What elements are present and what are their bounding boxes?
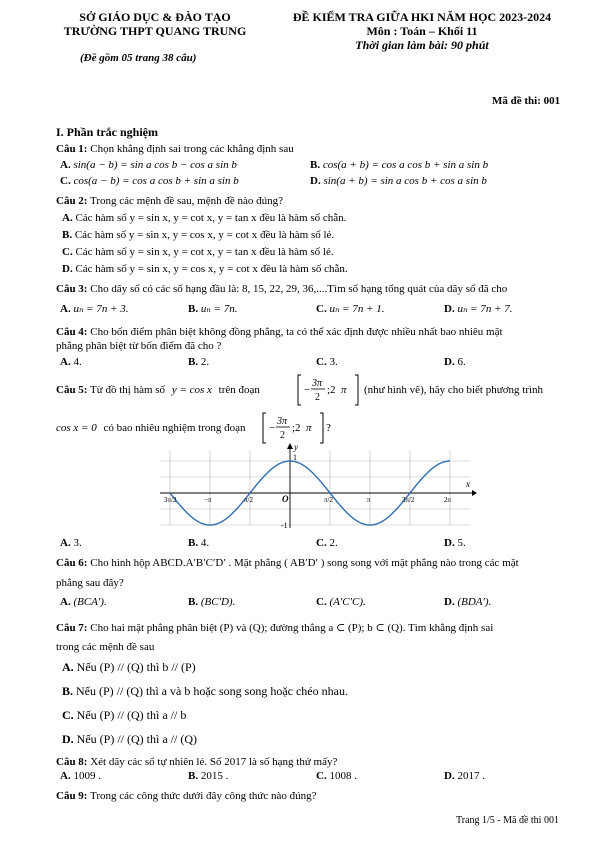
question-4 (56, 325, 503, 339)
exam-title: ĐỀ KIỂM TRA GIỮA HKI NĂM HỌC 2023-2024 (292, 10, 552, 24)
origin-label: O (282, 494, 289, 504)
option-value: 2. (329, 537, 338, 549)
question-label: Câu 3: (56, 283, 88, 295)
q2-option-c (62, 246, 334, 258)
question-text: Cho hai mặt phẳng phân biệt (P) và (Q); đường thẳng a ⊂ (P); b ⊂ (Q). Tìm khẳng định sai (90, 622, 494, 634)
y-axis-label: y (294, 442, 298, 452)
question-4-line2: phẳng phân biệt từ bốn điểm đã cho ? (56, 340, 222, 352)
option-key[interactable]: B. (62, 229, 73, 241)
question-2 (56, 194, 283, 208)
x-tick: 2π (444, 496, 452, 504)
question-text: Xét dãy các số tự nhiên lẻ. Số 2017 là số hạng thứ mấy? (90, 756, 338, 768)
option-key[interactable]: A. (60, 356, 71, 368)
department-name: SỞ GIÁO DỤC & ĐÀO TẠO (79, 10, 231, 24)
option-key[interactable]: B. (188, 596, 199, 608)
question-7 (56, 621, 493, 635)
option-key[interactable]: C. (60, 175, 71, 187)
question-text: có bao nhiêu nghiệm trong đoạn (103, 422, 246, 434)
option-key[interactable]: C. (62, 246, 73, 258)
pages-note: (Đề gồm 05 trang 38 câu) (80, 52, 197, 64)
x-axis-label: x (466, 479, 470, 489)
option-key[interactable]: A. (60, 537, 71, 549)
question-text: Cho bốn điểm phân biệt không đồng phẳng, ta có thể xác định được nhiều nhất bao nhiêu mặt (90, 326, 503, 338)
svg-text:3π: 3π (312, 378, 323, 389)
school-name: TRƯỜNG THPT QUANG TRUNG (63, 24, 247, 38)
option-key[interactable]: D. (444, 537, 455, 549)
option-key[interactable]: D. (62, 263, 73, 275)
option-key[interactable]: D. (62, 732, 74, 746)
exam-code: Mã đề thi: 001 (492, 95, 561, 107)
option-key[interactable]: B. (310, 159, 321, 171)
q7-option-c (62, 708, 186, 723)
svg-text:−: − (304, 384, 311, 396)
question-label: Câu 2: (56, 195, 88, 207)
x-tick: 3π/2 (402, 496, 415, 504)
option-value: sin(a + b) = sin a cos b + cos a sin b (323, 175, 487, 187)
option-key[interactable]: C. (316, 537, 327, 549)
question-label: Câu 4: (56, 326, 88, 338)
option-value: uₙ = 7n. (200, 303, 238, 315)
page-footer: Trang 1/5 - Mã đề thi 001 (456, 815, 559, 826)
question-3 (56, 282, 507, 296)
option-key[interactable]: A. (62, 660, 74, 674)
option-value: 3. (73, 537, 82, 549)
option-key[interactable]: B. (188, 303, 199, 315)
option-value: 5. (457, 537, 466, 549)
option-value: (BDA′). (457, 596, 492, 608)
question-text: Chọn khẳng định sai trong các khẳng định sau (90, 143, 294, 155)
q2-option-d (62, 263, 348, 275)
option-key[interactable]: A. (60, 159, 71, 171)
x-tick: π/2 (324, 496, 333, 504)
section-title: I. Phần trắc nghiệm (56, 125, 158, 139)
option-value: 2015 . (200, 770, 229, 782)
function-expression: y = cos x (171, 384, 212, 396)
question-8 (56, 755, 337, 769)
option-key[interactable]: C. (316, 770, 327, 782)
svg-text:π: π (306, 422, 312, 434)
question-7-line2: trong các mệnh đề sau (56, 641, 155, 653)
question-5-cont: (như hình vẽ), hãy cho biết phương trình (364, 384, 544, 396)
option-key[interactable]: B. (188, 537, 199, 549)
option-value: uₙ = 7n + 7. (457, 303, 513, 315)
option-key[interactable]: D. (310, 175, 321, 187)
q7-option-d (62, 732, 197, 747)
svg-text:−: − (269, 422, 276, 434)
option-key[interactable]: A. (60, 596, 71, 608)
q2-option-a (62, 212, 346, 224)
option-key[interactable]: B. (62, 684, 74, 698)
equation: cos x = 0 (56, 422, 97, 434)
option-key[interactable]: D. (444, 303, 455, 315)
option-key[interactable]: B. (188, 770, 199, 782)
option-key[interactable]: A. (60, 303, 71, 315)
question-text: Cho hình hộp ABCD.A′B′C′D′ . Mặt phẳng ( AB′D′ ) song song với mặt phẳng nào trong các mặt (90, 557, 519, 569)
svg-text:2: 2 (315, 392, 320, 403)
x-tick: π (367, 496, 371, 504)
option-key[interactable]: C. (316, 596, 327, 608)
option-key[interactable]: D. (444, 596, 455, 608)
q7-option-b (62, 684, 348, 699)
y-tick-1: 1 (293, 453, 297, 462)
option-value: (BCA′). (73, 596, 107, 608)
option-key[interactable]: C. (316, 356, 327, 368)
question-label: Câu 7: (56, 622, 88, 634)
option-value: 3. (329, 356, 338, 368)
exam-subject: Môn : Toán – Khối 11 (366, 24, 478, 38)
question-label: Câu 9: (56, 790, 88, 802)
option-key[interactable]: C. (316, 303, 327, 315)
question-label: Câu 6: (56, 557, 88, 569)
option-value: (BC′D). (200, 596, 236, 608)
option-value: uₙ = 7n + 3. (73, 303, 129, 315)
x-tick: −π (204, 496, 212, 504)
interval-bracket-1 (297, 373, 359, 412)
option-value: sin(a − b) = sin a cos b − cos a sin b (73, 159, 237, 171)
question-1 (56, 142, 294, 156)
question-9 (56, 789, 317, 803)
svg-text:3π: 3π (277, 416, 288, 427)
option-key[interactable]: A. (62, 212, 73, 224)
option-key[interactable]: A. (60, 770, 71, 782)
cosine-graph (160, 440, 480, 537)
option-value: Các hàm số y = sin x, y = cot x, y = tan x đều là hàm số chẵn. (75, 212, 347, 224)
option-value: Các hàm số y = sin x, y = cos x, y = cot x đều là hàm số lẻ. (74, 229, 335, 241)
option-key[interactable]: D. (444, 770, 455, 782)
option-value: Nếu (P) // (Q) thì b // (P) (76, 660, 196, 674)
option-value: 1009 . (73, 770, 101, 782)
option-value: 2017 . (457, 770, 485, 782)
question-text: Trong các công thức dưới đây công thức nào đúng? (90, 790, 317, 802)
exam-duration: Thời gian làm bài: 90 phút (355, 38, 489, 52)
q2-option-b (62, 229, 334, 241)
question-label: Câu 1: (56, 143, 88, 155)
svg-text:;2: ;2 (292, 422, 301, 434)
q7-option-a (62, 660, 196, 675)
option-value: 4. (200, 537, 210, 549)
question-text: Trong các mệnh đề sau, mệnh đề nào đúng? (90, 195, 284, 207)
option-value: Các hàm số y = sin x, y = cos x, y = cot x đều là hàm số chẵn. (75, 263, 348, 275)
question-label: Câu 5: (56, 384, 88, 396)
option-value: Nếu (P) // (Q) thì a // b (76, 708, 187, 722)
option-value: 2. (200, 356, 210, 368)
option-value: cos(a + b) = cos a cos b + sin a sin b (322, 159, 489, 171)
question-5 (56, 383, 260, 397)
option-value: Nếu (P) // (Q) thì a và b hoặc song song hoặc chéo nhau. (76, 684, 348, 698)
x-tick: 3π/2 (164, 496, 177, 504)
option-value: cos(a − b) = cos a cos b + sin a sin b (73, 175, 239, 187)
option-key[interactable]: B. (188, 356, 199, 368)
option-value: 1008 . (329, 770, 357, 782)
svg-text:π: π (341, 384, 347, 396)
svg-text:;2: ;2 (327, 384, 336, 396)
option-value: uₙ = 7n + 1. (329, 303, 385, 315)
option-value: 4. (73, 356, 82, 368)
svg-text:?: ? (326, 422, 331, 434)
option-value: Các hàm số y = sin x, y = cot x, y = tan x đều là hàm số lẻ. (75, 246, 334, 258)
option-key[interactable]: D. (444, 356, 455, 368)
question-6 (56, 556, 519, 570)
svg-text:2: 2 (280, 430, 285, 441)
question-text: trên đoạn (218, 384, 260, 396)
option-value: 6. (457, 356, 466, 368)
question-label: Câu 8: (56, 756, 88, 768)
option-key[interactable]: C. (62, 708, 74, 722)
x-tick: π/2 (244, 496, 253, 504)
y-tick-minus1: -1 (281, 521, 288, 530)
question-5-line2 (56, 421, 246, 435)
option-value: Nếu (P) // (Q) thì a // (Q) (76, 732, 197, 746)
question-text: Từ đồ thị hàm số (90, 384, 166, 396)
option-value: (A′C′C). (329, 596, 366, 608)
question-6-line2: phẳng sau đây? (56, 577, 124, 589)
question-text: Cho dãy số có các số hạng đầu là: 8, 15, 22, 29, 36,....Tìm số hạng tổng quát của dãy số đã cho (90, 283, 508, 295)
